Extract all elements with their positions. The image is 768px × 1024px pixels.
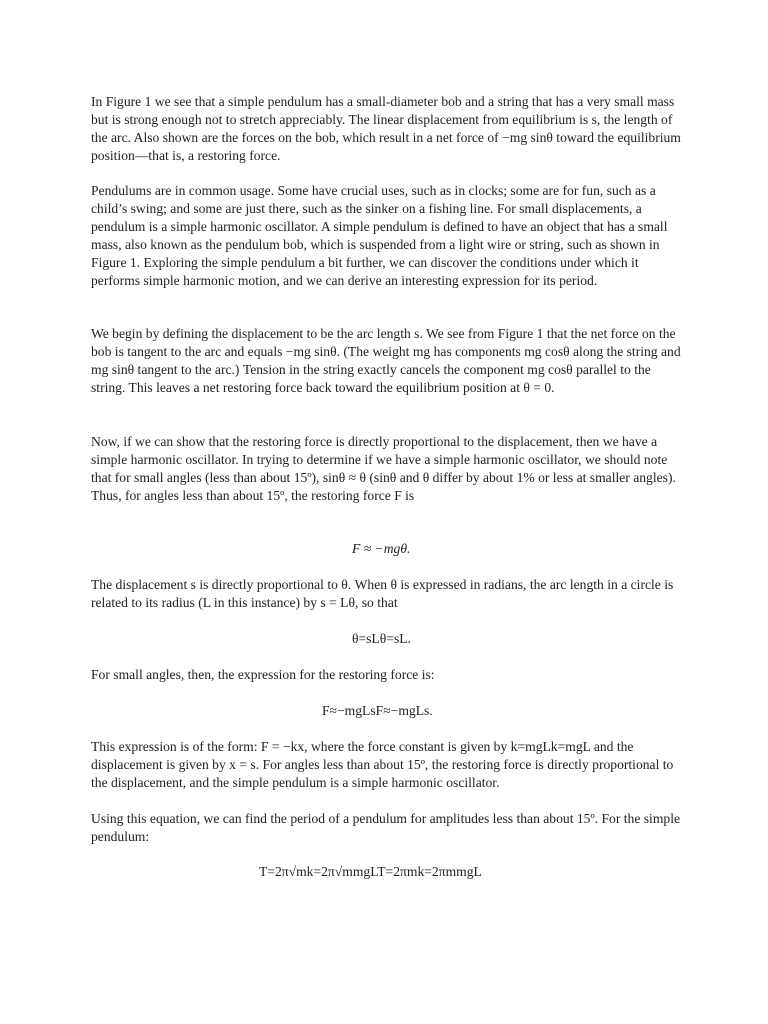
equation-force-approx: F≈−mgLsF≈−mgLs. [322, 703, 433, 718]
equation-theta: θ=sLθ=sL. [352, 631, 411, 646]
equation-period: T=2π√mk=2π√mmgLT=2πmk=2πmmgL [259, 864, 482, 879]
paragraph-period-intro: Using this equation, we can find the period of a pendulum for amplitudes less than about 15º. For the simple pendulum: [91, 811, 681, 844]
equation-restoring-force: F ≈ −mgθ. [352, 541, 411, 556]
paragraph-small-angle: Now, if we can show that the restoring force is directly proportional to the displacement, then we have a simple harmonic oscillator. In trying to determine if we have a simple harmonic oscillator, we should note that for small angles (less than about 15º), sinθ ≈ θ (sinθ and θ differ by about 1% or less at smaller angles). Thus, for angles less than about 15º, the restoring force F is [91, 434, 676, 503]
paragraph-hooke-form: This expression is of the form: F = −kx, where the force constant is given by k=mgLk=mgL and the displacement is given by x = s. For angles less than about 15º, the restoring force is directly proportional to the displacement, and the simple pendulum is a simple harmonic oscillator. [91, 739, 674, 790]
paragraph-intro: In Figure 1 we see that a simple pendulum has a small-diameter bob and a string that has a very small mass but is strong enough not to stretch appreciably. The linear displacement from equilibrium is s, the length of the arc. Also shown are the forces on the bob, which result in a net force of −mg sinθ toward the equilibrium position—that is, a restoring force. [91, 94, 681, 163]
paragraph-pendulum-usage: Pendulums are in common usage. Some have crucial uses, such as in clocks; some are for fun, such as a child’s swing; and some are just there, such as the sinker on a fishing line. For small displacements, a pendulum is a simple harmonic oscillator. A simple pendulum is defined to have an object that has a small mass, also known as the pendulum bob, which is suspended from a light wire or string, such as shown in Figure 1. Exploring the simple pendulum a bit further, we can discover the conditions under which it performs simple harmonic motion, and we can derive an interesting expression for its period. [91, 183, 668, 288]
paragraph-small-angles: For small angles, then, the expression for the restoring force is: [91, 667, 435, 682]
paragraph-displacement: We begin by defining the displacement to be the arc length s. We see from Figure 1 that the net force on the bob is tangent to the arc and equals −mg sinθ. (The weight mg has components mg cosθ along the string and mg sinθ tangent to the arc.) Tension in the string exactly cancels the component mg cosθ parallel to the string. This leaves a net restoring force back toward the equilibrium position at θ = 0. [91, 326, 681, 395]
paragraph-arc-length: The displacement s is directly proportional to θ. When θ is expressed in radians, the arc length in a circle is related to its radius (L in this instance) by s = Lθ, so that [91, 577, 674, 610]
